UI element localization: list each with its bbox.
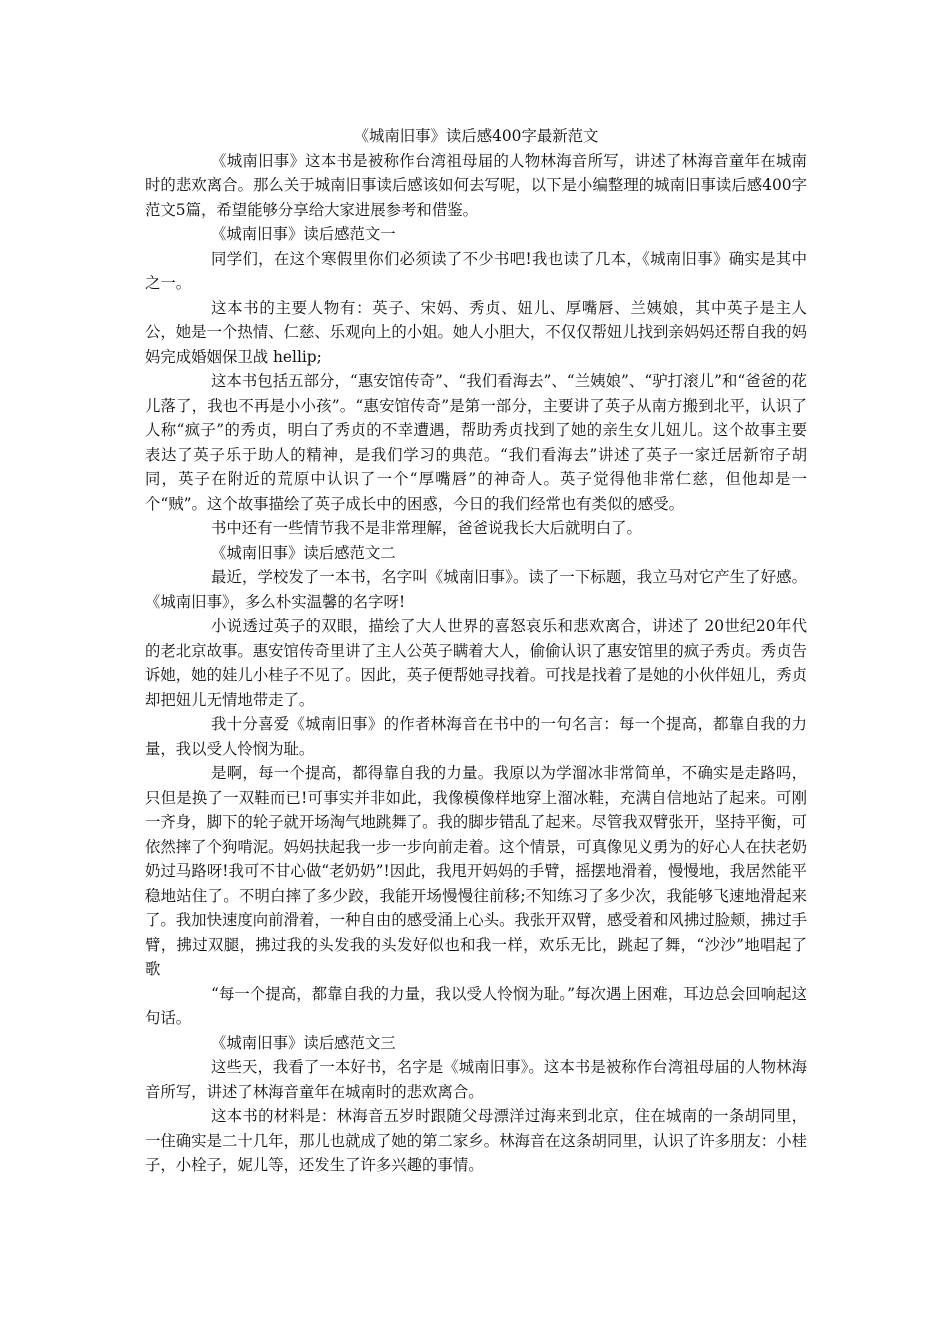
- paragraph: 同学们，在这个寒假里你们必须读了不少书吧!我也读了几本，《城南旧事》确实是其中之一。: [145, 249, 807, 292]
- paragraph: 是啊，每一个提高，都得靠自我的力量。我原以为学溜冰非常简单，不确实是走路吗，只但是换了一双鞋而已!可事实并非如此，我像模像样地穿上溜冰鞋，充满自信地站了起来。可刚一齐身，脚下的轮子就开场淘气地跳舞了。我的脚步错乱了起来。尽管我双臂张开，坚持平衡，可依然摔了个狗啃泥。妈妈扶起我一步一步向前走着。这个情景，可真像见义勇为的好心人在扶老奶奶过马路呀!我可不甘心做“老奶奶”!因此，我甩开妈妈的手臂，摇摆地滑着，慢慢地，我居然能平稳地站住了。不明白摔了多少跤，我能开场慢慢往前移;不知练习了多少次，我能够飞速地滑起来了。我加快速度向前滑着，一种自由的感受涌上心头。我张开双臂，感受着和风拂过脸颊，拂过手臂，拂过双腿，拂过我的头发我的头发好似也和我一样，欢乐无比，跳起了舞，“沙沙”地唱起了歌: [145, 764, 807, 978]
- section-heading-2: 《城南旧事》读后感范文二: [211, 543, 396, 562]
- paragraph: 这本书包括五部分，“惠安馆传奇”、“我们看海去”、“兰姨娘”、“驴打滚儿”和“爸爸的花儿落了，我也不再是小小孩”。“惠安馆传奇”是第一部分，主要讲了英子从南方搬到北平，认识了人称“疯子”的秀贞，明白了秀贞的不幸遭遇，帮助秀贞找到了她的亲生女儿妞儿。这个故事主要表达了英子乐于助人的精神，是我们学习的典范。“我们看海去”讲述了英子一家迁居新帘子胡同，英子在附近的荒原中认识了一个“厚嘴唇”的神奇人。英子觉得他非常仁慈，但他却是一个“贼”。这个故事描绘了英子成长中的困惑，今日的我们经常也有类似的感受。: [145, 372, 807, 513]
- paragraph: 小说透过英子的双眼，描绘了大人世界的喜怒哀乐和悲欢离合，讲述了 20世纪20年代的老北京故事。惠安馆传奇里讲了主人公英子瞒着大人，偷偷认识了惠安馆里的疯子秀贞。秀贞告诉她，她的娃儿小桂子不见了。因此，英子便帮她寻找着。可找是找着了是她的小伙伴妞儿，秀贞却把妞儿无情地带走了。: [145, 617, 807, 709]
- document-title: 《城南旧事》读后感400字最新范文: [353, 127, 599, 145]
- paragraph: “每一个提高，都靠自我的力量，我以受人怜悯为耻。”每次遇上困难，耳边总会回响起这句话。: [145, 984, 807, 1027]
- paragraph: 这本书的材料是：林海音五岁时跟随父母漂洋过海来到北京，住在城南的一条胡同里，一住确实是二十几年，那儿也就成了她的第二家乡。林海音在这条胡同里，认识了许多朋友：小桂子，小栓子，妮儿等，还发生了许多兴趣的事情。: [145, 1107, 807, 1174]
- document-page: [145, 124, 807, 1178]
- paragraph: 这本书的主要人物有：英子、宋妈、秀贞、妞儿、厚嘴唇、兰姨娘，其中英子是主人公，她是一个热情、仁慈、乐观向上的小姐。她人小胆大，不仅仅帮妞儿找到亲妈妈还帮自我的妈妈完成婚姻保卫战 hellip;: [145, 298, 807, 366]
- paragraph: 这些天，我看了一本好书，名字是《城南旧事》。这本书是被称作台湾祖母届的人物林海音所写，讲述了林海音童年在城南时的悲欢离合。: [145, 1058, 807, 1101]
- paragraph: 书中还有一些情节我不是非常理解，爸爸说我长大后就明白了。: [211, 519, 642, 537]
- paragraph: 我十分喜爱《城南旧事》的作者林海音在书中的一句名言：每一个提高，都靠自我的力量，我以受人怜悯为耻。: [145, 715, 807, 758]
- paragraph-intro: 《城南旧事》这本书是被称作台湾祖母届的人物林海音所写，讲述了林海音童年在城南时的悲欢离合。那么关于城南旧事读后感该如何去写呢，以下是小编整理的城南旧事读后感400字范文5篇，希望能够分享给大家进展参考和借鉴。: [145, 151, 807, 219]
- section-heading-1: 《城南旧事》读后感范文一: [211, 225, 396, 243]
- paragraph: 最近，学校发了一本书，名字叫《城南旧事》。读了一下标题，我立马对它产生了好感。《城南旧事》，多么朴实温馨的名字呀!: [145, 568, 807, 611]
- section-heading-3: 《城南旧事》读后感范文三: [211, 1033, 396, 1052]
